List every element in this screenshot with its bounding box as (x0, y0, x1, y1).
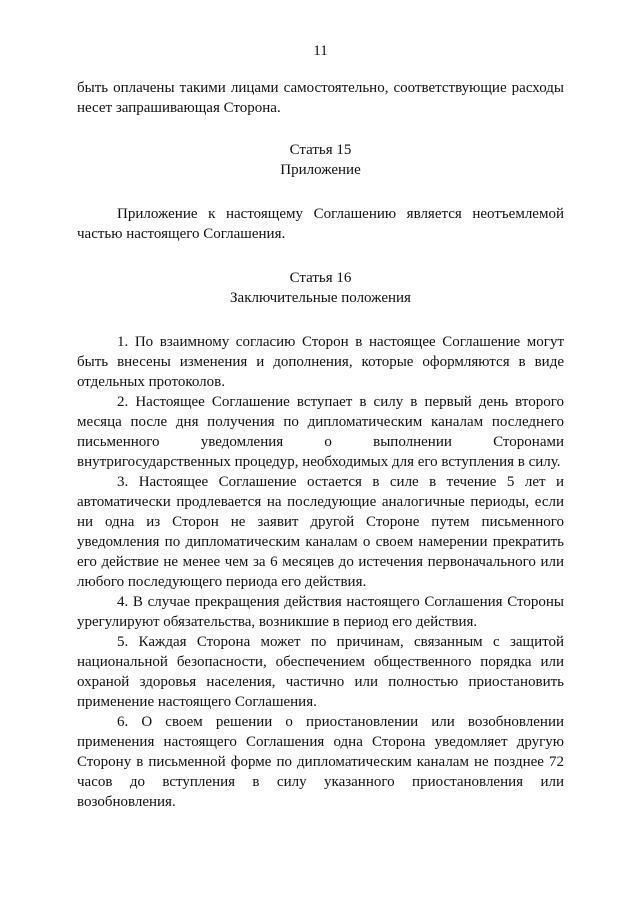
article-16-heading (77, 268, 564, 308)
article-15-text: Приложение к настоящему Соглашению является неотъемлемой частью настоящего Соглашения. (77, 206, 564, 242)
article-16-item-5: 5. Каждая Сторона может по причинам, связанным с защитой национальной безопасности, обеспечением общественного порядка или охраной здоровья населения, частично или полностью приостановить применение настоящего Соглашения. (77, 634, 564, 710)
article-16-item-2: 2. Настоящее Соглашение вступает в силу в первый день второго месяца после дня получения по дипломатическим каналам последнего письменного уведомления о выполнении Сторонами внутригосударственных процедур, необходимых для его вступления в силу. (77, 394, 564, 470)
article-15-title: Приложение (280, 162, 361, 178)
article-16-item-6: 6. О своем решении о приостановлении или возобновлении применения настоящего Соглашения одна Сторона уведомляет другую Сторону в письменной форме по дипломатическим каналам не позднее 72 часов до вступления в силу указанного приостановления или возобновления. (77, 714, 564, 810)
article-16-title: Заключительные положения (230, 290, 411, 306)
article-16-item-1: 1. По взаимному согласию Сторон в настоящее Соглашение могут быть внесены изменения и дополнения, которые оформляются в виде отдельных протоколов. (77, 334, 564, 390)
article-15-heading (77, 140, 564, 180)
document-body (77, 78, 564, 812)
page-number: 11 (313, 43, 328, 59)
article-16-number: Статья 16 (289, 270, 352, 286)
article-16-item-4: 4. В случае прекращения действия настоящего Соглашения Стороны урегулируют обязательства, возникшие в период его действия. (77, 594, 564, 630)
article-15-number: Статья 15 (289, 142, 352, 158)
article-16-item-3: 3. Настоящее Соглашение остается в силе в течение 5 лет и автоматически продлевается на последующие аналогичные периоды, если ни одна из Сторон не заявит другой Стороне путем письменного уведомления по дипломатическим каналам о своем намерении прекратить его действие не менее чем за 6 месяцев до истечения первоначального или любого последующего периода его действия. (77, 474, 564, 590)
continued-paragraph: быть оплачены такими лицами самостоятельно, соответствующие расходы несет запрашивающая Сторона. (77, 80, 564, 116)
